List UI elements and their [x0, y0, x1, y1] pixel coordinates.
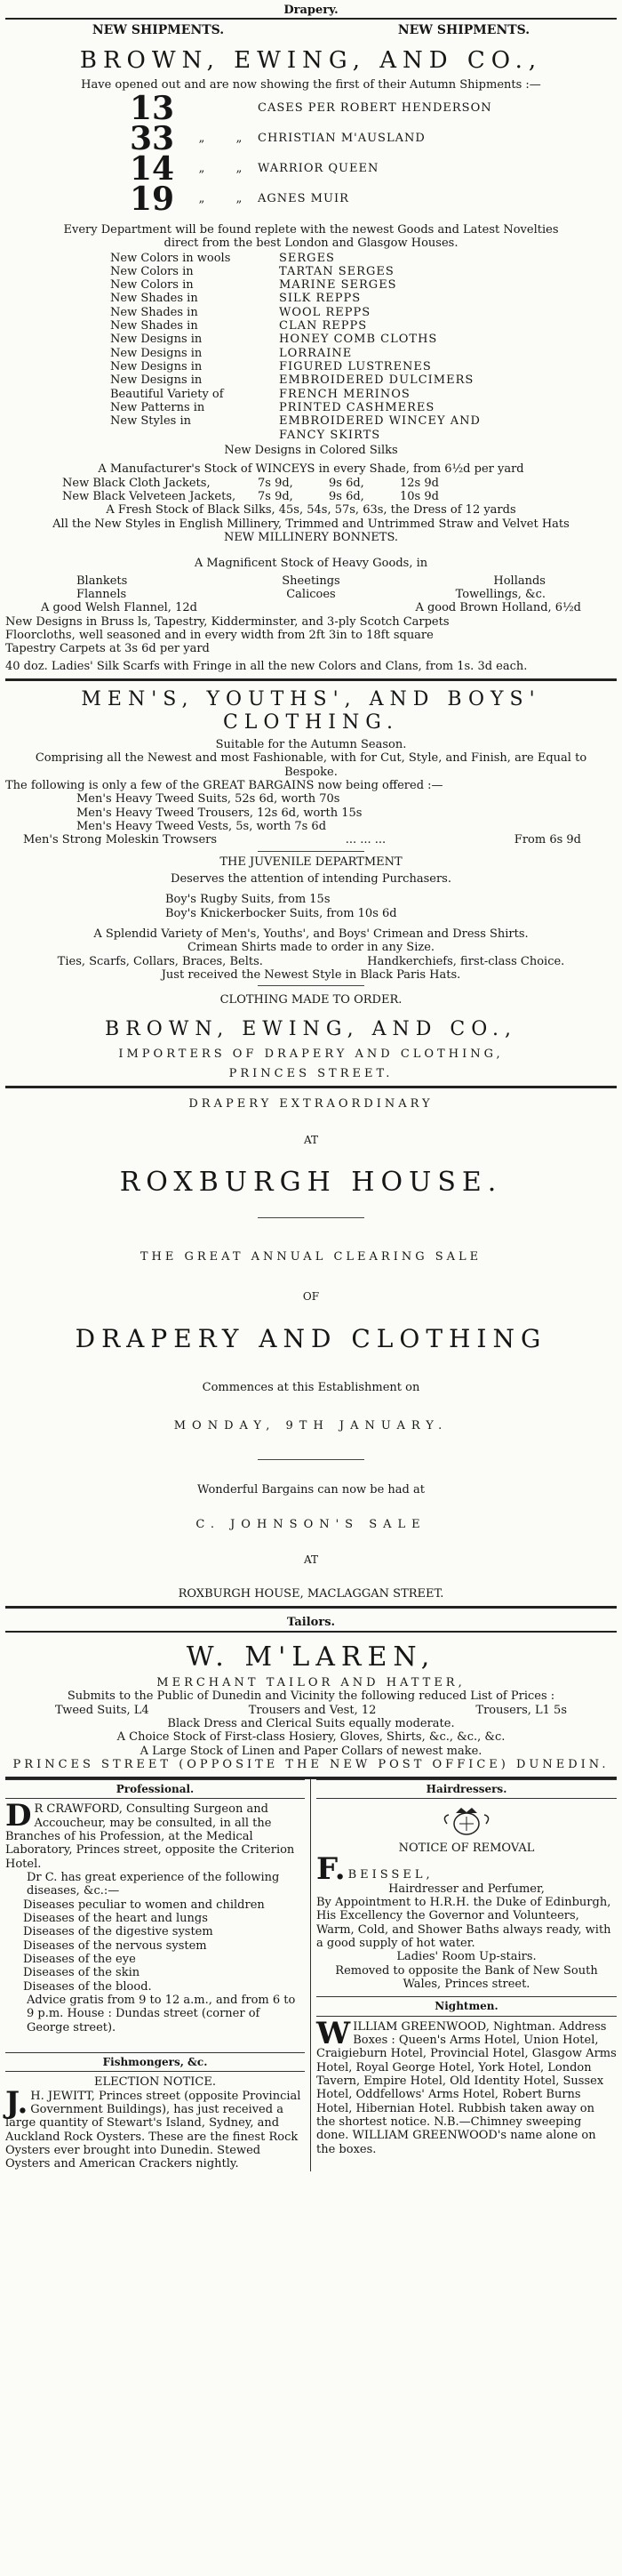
drapery-extraordinary: DRAPERY EXTRAORDINARY — [188, 1097, 434, 1111]
removed-line: Removed to opposite the Bank of New South Wales, Princes street. — [335, 1963, 598, 1992]
disease-list — [5, 1898, 305, 1994]
roxburgh-ad — [5, 1097, 617, 1601]
ditto-mark: „ — [235, 162, 243, 176]
shipments-head-left: NEW SHIPMENTS. — [92, 23, 225, 38]
carpets-3: Tapestry Carpets at 3s 6d per yard — [5, 642, 210, 656]
ship-name: WARRIOR QUEEN — [258, 162, 379, 176]
goods-value: FRENCH MERINOS — [279, 387, 411, 401]
hv-item: Towellings, &c. — [455, 588, 546, 602]
experience-line: Dr C. has great experience of the following diseases, &c.:— — [27, 1871, 280, 1898]
goods-value: PRINTED CASHMERES — [279, 401, 435, 415]
jacket-price: 12s 9d — [400, 476, 439, 490]
section-heading-tailors: Tailors. — [5, 1614, 617, 1632]
tailor-name: W. M'LAREN, — [186, 1641, 436, 1673]
drop-cap: F. — [316, 1850, 346, 1887]
goods-label: New Shades in — [110, 292, 198, 306]
ties-row — [5, 955, 617, 968]
greenwood-ad — [316, 2015, 617, 2156]
bargain-item: Men's Heavy Tweed Vests, 5s, worth 7s 6d — [76, 819, 327, 833]
goods-label: New Patterns in — [110, 401, 205, 415]
shipments-head-right: NEW SHIPMENTS. — [397, 23, 530, 38]
ladies-room: Ladies' Room Up-stairs. — [396, 1950, 537, 1964]
mens-title: MEN'S, YOUTHS', AND BOYS' CLOTHING. — [81, 688, 541, 734]
beissel-baths: Warm, Cold, and Shower Baths always ready, with a good supply of hot water. — [316, 1922, 611, 1951]
bottom-columns — [5, 1779, 617, 2171]
of-text: OF — [302, 1290, 320, 1304]
moleskin-row — [5, 833, 617, 847]
boys-item: Boy's Rugby Suits, from 15s — [165, 893, 331, 907]
shipment-count: 19 — [130, 180, 175, 218]
hankies-text: Handkerchiefs, first-class Choice. — [367, 954, 565, 968]
paris-hats: Just received the Newest Style in Black Paris Hats. — [161, 967, 461, 982]
crawford-body: R CRAWFORD, Consulting Surgeon and Accoucheur, may be consulted, in all the Branches of his Profession, at the Medical Laboratory, Princes street, opposite the Criterion Hotel. — [5, 1802, 295, 1871]
jacket-row — [5, 477, 617, 490]
firm-name: BROWN, EWING, AND CO., — [79, 46, 543, 74]
greenwood-body: ILLIAM GREENWOOD, Nightman. Address Boxes : Queen's Arms Hotel, Union Hotel, Craigieburn Hotel, Provincial Hotel, Glasgow Arms Hotel, Royal George Hotel, York Hotel, London Tavern, Empire Hotel, Old Identity Hotel, Sussex Hotel, Oddfellows' Arms Hotel, Robert Burns Hotel, Hibernian Hotel. Rubbish taken away on the shortest notice. N.B.—Chimney sweeping done. WILLIAM GREENWOOD's name alone on the boxes. — [316, 2019, 617, 2156]
wonderful-bargains: Wonderful Bargains can now be had at — [196, 1483, 425, 1497]
ship-name: CHRISTIAN M'AUSLAND — [258, 132, 426, 146]
goods-row — [110, 278, 617, 292]
disease-item: Diseases of the eye — [23, 1953, 136, 1967]
goods-row — [110, 292, 617, 305]
new-shipments-ad — [5, 20, 617, 673]
johnsons-sale: C. JOHNSON'S SALE — [195, 1518, 427, 1532]
beissel-trade: Hairdresser and Perfumer, — [388, 1882, 545, 1896]
millinery-bonnets: NEW MILLINERY BONNETS. — [223, 531, 399, 545]
goods-value: FIGURED LUSTRENES — [279, 360, 432, 374]
linen-line: A Large Stock of Linen and Paper Collars of newest make. — [140, 1744, 482, 1758]
goods-row — [110, 388, 617, 401]
clerical-line: Black Dress and Clerical Suits equally moderate. — [167, 1717, 455, 1730]
jacket-price: 7s 9d, — [258, 490, 293, 504]
section-heading-drapery: Drapery. — [5, 2, 617, 20]
goods-value: LORRAINE — [279, 346, 353, 360]
hv-item: Hollands — [493, 574, 546, 588]
price-row — [5, 1704, 617, 1717]
mens-clothing-ad — [5, 688, 617, 1080]
disease-item: Diseases of the skin — [23, 1966, 140, 1980]
advice-line: Advice gratis from 9 to 12 a.m., and from 6 to 9 p.m. House : Dundas street (corner of George street). — [27, 1994, 296, 2034]
beissel-ad — [316, 1804, 617, 1991]
jewitt-body: H. JEWITT, Princes street (opposite Provincial Government Buildings), has just received a large quantity of Stewart's Island, Sydney, and Auckland Rock Oysters. These are the finest Rock Oysters ever brought into Dunedin. Stewed Oysters and American Crackers nightly. — [5, 2089, 301, 2171]
tailor-address: PRINCES STREET (OPPOSITE THE NEW POST OFFICE) DUNEDIN. — [12, 1757, 610, 1771]
clothing-to-order: CLOTHING MADE TO ORDER. — [219, 993, 403, 1007]
price-2: Trousers and Vest, 12 — [248, 1703, 377, 1717]
goods-label: New Shades in — [110, 305, 198, 319]
goods-label: New Colors in — [110, 278, 194, 293]
wincey-line: A Manufacturer's Stock of WINCEYS in every Shade, from 6½d per yard — [98, 462, 524, 477]
goods-label: New Designs in — [110, 333, 203, 347]
shipment-count: 14 — [130, 149, 175, 188]
comprising-line: Comprising all the Newest and most Fashionable, with for Cut, Style, and Finish, are Equal to Bespoke. — [35, 751, 587, 779]
goods-row — [110, 252, 617, 265]
goods-row — [110, 373, 617, 387]
hv-item: Blankets — [76, 574, 128, 588]
boys-item: Boy's Knickerbocker Suits, from 10s 6d — [165, 906, 397, 920]
submits-line: Submits to the Public of Dunedin and Vicinity the following reduced List of Prices : — [67, 1689, 555, 1704]
shipment-count: 13 — [130, 89, 175, 127]
heavy-goods-row-1 — [5, 574, 617, 588]
goods-value: EMBROIDERED WINCEY AND — [279, 414, 481, 429]
hv-item: Calicoes — [286, 588, 336, 602]
ship-name: AGNES MUIR — [258, 192, 349, 206]
beissel-name: BEISSEL, — [347, 1868, 434, 1882]
hv-item: Sheetings — [282, 574, 340, 588]
goods-value: HONEY COMB CLOTHS — [279, 333, 438, 347]
disease-item: Diseases of the blood. — [23, 1979, 152, 1994]
roxburgh-house: ROXBURGH HOUSE. — [119, 1166, 503, 1198]
goods-value: EMBROIDERED DULCIMERS — [279, 373, 474, 388]
shipment-row — [130, 119, 617, 157]
heavy-goods-row-2 — [5, 588, 617, 601]
dept-line-2: direct from the best London and Glasgow Houses. — [163, 237, 459, 251]
section-heading-fishmongers: Fishmongers, &c. — [5, 2052, 305, 2072]
ship-name: CASES PER ROBERT HENDERSON — [258, 101, 492, 116]
jacket-price: 10s 9d — [400, 490, 439, 504]
price-3: Trousers, L1 5s — [475, 1703, 567, 1717]
moleskin-label: Men's Strong Moleskin Trowsers — [23, 833, 218, 847]
goods-value: MARINE SERGES — [279, 278, 397, 293]
jacket-price: 9s 6d, — [329, 476, 364, 490]
disease-item: Diseases of the heart and lungs — [23, 1912, 208, 1926]
goods-value: FANCY SKIRTS — [279, 428, 381, 442]
crimean-line: Crimean Shirts made to order in any Size. — [187, 941, 435, 955]
section-heading-professional: Professional. — [5, 1779, 305, 1799]
jacket-price: 7s 9d, — [258, 476, 293, 490]
jacket-label: New Black Velveteen Jackets, — [62, 490, 236, 504]
bargain-item: Men's Heavy Tweed Trousers, 12s 6d, worth 15s — [76, 806, 363, 820]
left-column — [5, 1779, 311, 2171]
price-1: Tweed Suits, L4 — [55, 1703, 149, 1717]
goods-row — [110, 319, 617, 333]
firm-name-2: BROWN, EWING, AND CO., — [105, 1017, 517, 1040]
goods-row — [110, 360, 617, 373]
moleskin-dots: ... ... ... — [345, 833, 387, 847]
millinery-line: All the New Styles in English Millinery, Trimmed and Untrimmed Straw and Velvet Hats — [52, 517, 570, 531]
crawford-ad — [5, 1798, 305, 2034]
shipment-row — [130, 149, 617, 188]
goods-label — [110, 429, 279, 442]
section-heading-nightmen: Nightmen. — [316, 1996, 617, 2016]
shipment-row — [130, 180, 617, 218]
goods-label: New Designs in — [110, 360, 203, 374]
dept-line-1: Every Department will be found replete with the newest Goods and Latest Novelties — [63, 222, 559, 237]
heavy-goods: A Magnificent Stock of Heavy Goods, in — [194, 557, 428, 571]
tailor-trade: MERCHANT TAILOR AND HATTER, — [156, 1676, 466, 1690]
goods-label: New Shades in — [110, 319, 198, 333]
goods-label: New Designs in — [110, 346, 203, 360]
ditto-mark: „ — [198, 192, 205, 206]
disease-item: Diseases peculiar to women and children — [23, 1898, 265, 1912]
at-1: AT — [303, 1134, 318, 1147]
drop-cap: J. — [5, 2084, 28, 2121]
clearing-sale: THE GREAT ANNUAL CLEARING SALE — [140, 1249, 482, 1264]
flannel-row — [5, 601, 617, 614]
shirts-line: A Splendid Variety of Men's, Youths', and Boys' Crimean and Dress Shirts. — [93, 927, 529, 941]
shipment-count: 33 — [130, 119, 175, 157]
ditto-mark: „ — [198, 132, 205, 146]
jacket-row — [5, 490, 617, 503]
goods-label: New Colors in wools — [110, 251, 231, 265]
disease-item: Diseases of the digestive system — [23, 1925, 213, 1939]
drapery-and-clothing: DRAPERY AND CLOTHING — [75, 1324, 547, 1354]
disease-item: Diseases of the nervous system — [23, 1938, 207, 1953]
moleskin-price: From 6s 9d — [514, 833, 581, 847]
carpets-1: New Designs in Bruss ls, Tapestry, Kidderminster, and 3-ply Scotch Carpets — [5, 614, 450, 629]
brown-holland: A good Brown Holland, 6½d — [415, 601, 581, 615]
ditto-mark: „ — [198, 162, 205, 176]
goods-label: New Colors in — [110, 264, 194, 278]
goods-list — [110, 252, 617, 443]
beissel-body: By Appointment to H.R.H. the Duke of Edinburgh, His Excellency the Governor and Volunteers, — [316, 1896, 611, 1923]
jacket-prices — [5, 477, 617, 504]
removal-notice: NOTICE OF REMOVAL — [398, 1842, 535, 1856]
choice-line: A Choice Stock of First-class Hosiery, Gloves, Shirts, &c., &c., &c. — [116, 1730, 506, 1745]
jacket-label: New Black Cloth Jackets, — [62, 476, 211, 490]
juvenile-heading: THE JUVENILE DEPARTMENT — [219, 855, 403, 869]
jewitt-ad — [5, 2075, 305, 2171]
royal-crest-icon — [440, 1804, 493, 1840]
section-heading-hairdressers: Hairdressers. — [316, 1779, 617, 1799]
princes-street: PRINCES STREET. — [228, 1066, 394, 1080]
goods-row — [110, 333, 617, 346]
ties-text: Ties, Scarfs, Collars, Braces, Belts. — [57, 954, 263, 968]
at-2: AT — [303, 1553, 318, 1566]
colored-silks: New Designs in Colored Silks — [224, 444, 398, 458]
suitable-line: Suitable for the Autumn Season. — [215, 737, 407, 751]
right-column — [311, 1779, 617, 2171]
goods-value: TARTAN SERGES — [279, 264, 395, 278]
drop-cap: D — [5, 1798, 32, 1834]
following-line: The following is only a few of the GREAT BARGAINS now being offered :— — [5, 778, 443, 792]
goods-value: CLAN REPPS — [279, 319, 368, 333]
goods-label: Beautiful Variety of — [110, 387, 224, 401]
bargain-list — [5, 792, 617, 833]
shipment-row — [130, 89, 617, 127]
bargain-item: Men's Heavy Tweed Suits, 52s 6d, worth 70s — [76, 792, 340, 807]
carpets-2: Floorcloths, well seasoned and in every width from 2ft 3in to 18ft square — [5, 629, 434, 643]
goods-row — [110, 306, 617, 319]
jacket-price: 9s 6d, — [329, 490, 364, 504]
goods-value: WOOL REPPS — [279, 305, 371, 319]
mclaren-ad — [5, 1641, 617, 1772]
boys-list — [5, 893, 617, 920]
drop-cap: W — [316, 2015, 351, 2051]
silk-scarfs: 40 doz. Ladies' Silk Scarfs with Fringe in all the new Colors and Clans, from 1s. 3d each. — [5, 659, 528, 673]
shipment-list — [5, 89, 617, 218]
commences-line: Commences at this Establishment on — [202, 1380, 420, 1394]
ditto-mark: „ — [235, 132, 243, 146]
goods-row — [110, 401, 617, 414]
deserves-line: Deserves the attention of intending Purchasers. — [171, 871, 451, 886]
goods-row — [110, 347, 617, 360]
welsh-flannel: A good Welsh Flannel, 12d — [41, 601, 197, 615]
goods-row — [110, 414, 617, 428]
goods-label: New Designs in — [110, 373, 203, 388]
ditto-mark: „ — [235, 192, 243, 206]
goods-value: SILK REPPS — [279, 292, 362, 306]
sale-date: MONDAY, 9TH JANUARY. — [173, 1418, 449, 1432]
roxburgh-address: ROXBURGH HOUSE, MACLAGGAN STREET. — [178, 1586, 444, 1601]
hv-item: Flannels — [76, 588, 127, 602]
black-silks: A Fresh Stock of Black Silks, 45s, 54s, 57s, 63s, the Dress of 12 yards — [106, 503, 516, 518]
goods-value: SERGES — [279, 251, 335, 265]
importers-line: IMPORTERS OF DRAPERY AND CLOTHING, — [118, 1047, 504, 1062]
election-notice: ELECTION NOTICE. — [94, 2075, 216, 2090]
goods-row — [110, 429, 617, 442]
intro-text: Have opened out and are now showing the first of their Autumn Shipments :— — [81, 77, 541, 92]
goods-label: New Styles in — [110, 414, 191, 429]
goods-row — [110, 265, 617, 278]
